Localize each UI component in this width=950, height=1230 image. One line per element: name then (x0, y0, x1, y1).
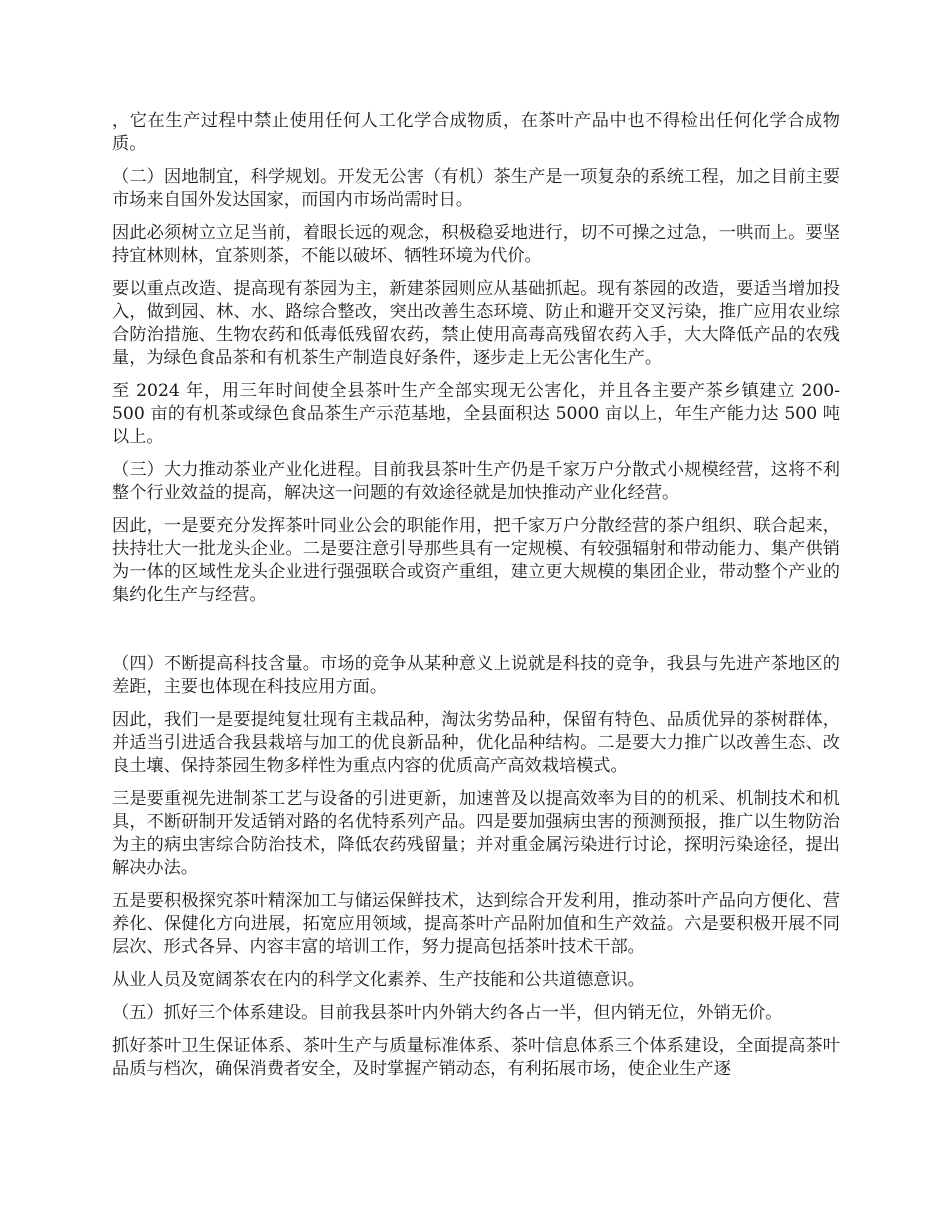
paragraph-2024-goal: 至 2024 年，用三年时间使全县茶叶生产全部实现无公害化，并且各主要产茶乡镇建立 200-500 亩的有机茶或绿色食品茶生产示范基地，全县面积达 5000 亩以上，年生产能力达 500 吨以上。 (112, 381, 840, 447)
document-page (112, 110, 840, 1091)
paragraph-equipment-pest-control: 三是要重视先进制茶工艺与设备的引进更新，加速普及以提高效率为目的的机采、机制技术和机具，不断研制开发适销对路的名优特系列产品。四是要加强病虫害的预测预报，推广以生物防治为主的病虫害综合防治技术，降低农药残留量；并对重金属污染进行讨论，探明污染途径，提出解决办法。 (112, 789, 840, 878)
paragraph-industry-guild: 因此，一是要充分发挥茶叶同业公会的职能作用，把千家万户分散经营的茶户组织、联合起来，扶持壮大一批龙头企业。二是要注意引导那些具有一定规模、有较强辐射和带动能力、集产供销为一体的区域性龙头企业进行强强联合或资产重组，建立更大规模的集团企业，带动整个产业的集约化生产与经营。 (112, 516, 840, 605)
paragraph-section-4-heading: （四）不断提高科技含量。市场的竞争从某种意义上说就是科技的竞争，我县与先进产茶地区的差距，主要也体现在科技应用方面。 (112, 654, 840, 697)
paragraph-deep-processing: 五是要积极探究茶叶精深加工与储运保鲜技术，达到综合开发利用，推动茶叶产品向方便化、营养化、保健化方向进展，拓宽应用领域，提高茶叶产品附加值和生产效益。六是要积极开展不同层次、形式各异、内容丰富的培训工作，努力提高包括茶叶技术干部。 (112, 891, 840, 957)
paragraph-training: 从业人员及宽阔茶农在内的科学文化素养、生产技能和公共道德意识。 (112, 970, 645, 990)
section-spacer (112, 617, 840, 653)
paragraph-variety-improvement: 因此，我们一是要提纯复壮现有主栽品种，淘汰劣势品种，保留有特色、品质优异的茶树群体，并适当引进适合我县栽培与加工的优良新品种，优化品种结构。二是要大力推广以改善生态、改良土壤、保持茶园生物多样性为重点内容的优质高产高效栽培模式。 (112, 710, 840, 776)
paragraph-organic-definition: ，它在生产过程中禁止使用任何人工化学合成物质，在茶叶产品中也不得检出任何化学合成物质。 (112, 111, 840, 154)
paragraph-garden-renovation: 要以重点改造、提高现有茶园为主，新建茶园则应从基础抓起。现有茶园的改造，要适当增加投入，做到园、林、水、路综合整改，突出改善生态环境、防止和避开交叉污染，推广应用农业综合防治措施、生物农药和低毒低残留农药，禁止使用高毒高残留农药入手，大大降低产品的农残量，为绿色食品茶和有机茶生产制造良好条件，逐步走上无公害化生产。 (112, 279, 840, 368)
paragraph-section-3-heading: （三）大力推动茶业产业化进程。目前我县茶叶生产仍是千家万户分散式小规模经营，这将不利整个行业效益的提高，解决这一问题的有效途径就是加快推动产业化经营。 (112, 460, 840, 503)
paragraph-section-5-heading: （五）抓好三个体系建设。目前我县茶叶内外销大约各占一半，但内销无位，外销无价。 (112, 1003, 783, 1023)
paragraph-long-term-view: 因此必须树立立足当前，着眼长远的观念，积极稳妥地进行，切不可操之过急，一哄而上。要坚持宜林则林，宜茶则茶，不能以破坏、牺牲环境为代价。 (112, 223, 840, 266)
paragraph-section-2-heading: （二）因地制宜，科学规划。开发无公害（有机）茶生产是一项复杂的系统工程，加之目前主要市场来自国外发达国家，而国内市场尚需时日。 (112, 167, 840, 210)
paragraph-three-systems: 抓好茶叶卫生保证体系、茶叶生产与质量标准体系、茶叶信息体系三个体系建设，全面提高茶叶品质与档次，确保消费者安全，及时掌握产销动态，有利拓展市场，使企业生产逐 (112, 1036, 840, 1079)
